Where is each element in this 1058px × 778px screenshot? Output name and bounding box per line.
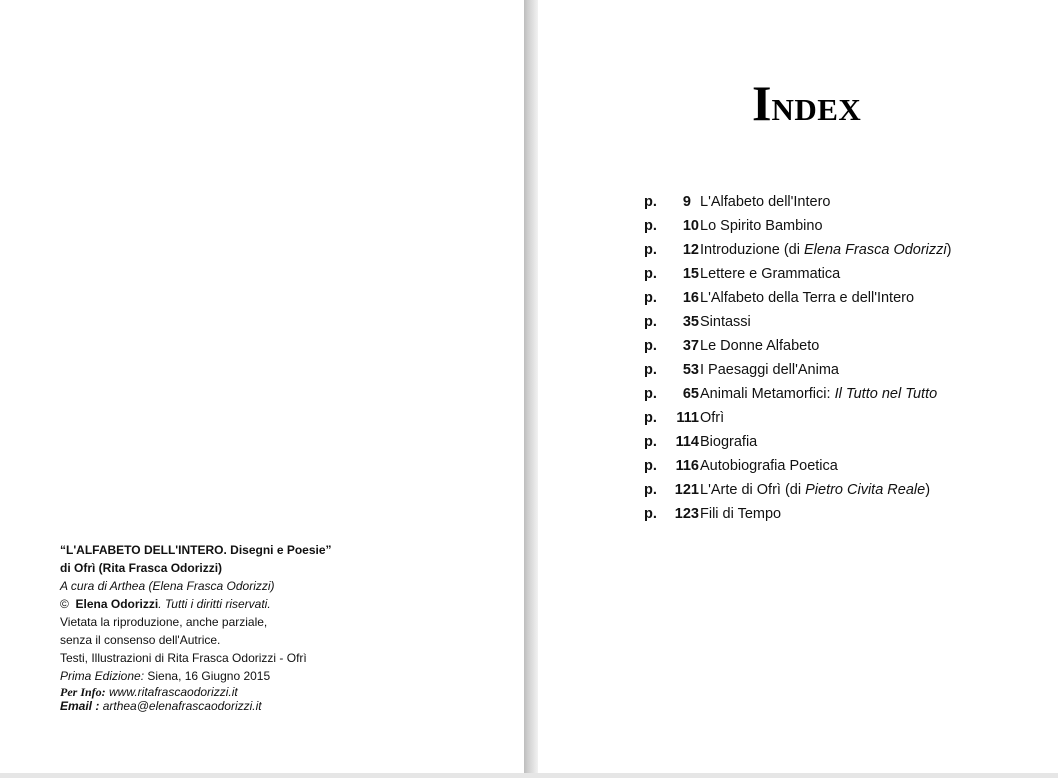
edition-line: [60, 667, 332, 685]
toc-page-prefix: p.: [644, 218, 657, 234]
toc-title-text: I Paesaggi dell'Anima: [700, 362, 839, 378]
toc-title: [700, 431, 757, 453]
toc-title: [700, 191, 831, 213]
toc-title-text: Biografia: [700, 434, 758, 450]
toc-title-suffix: ): [946, 242, 952, 258]
info-label: Per Info:: [60, 685, 106, 699]
page-gutter: [524, 0, 538, 778]
toc-page-value: 111: [676, 410, 699, 426]
book-title-line: “L'ALFABETO DELL'INTERO. Disegni e Poesie”: [60, 543, 332, 557]
toc-page-number: [644, 359, 699, 381]
toc-page-prefix: p.: [644, 314, 657, 330]
author-line: di Ofrì (Rita Frasca Odorizzi): [60, 561, 223, 575]
info-value: www.ritafrascaodorizzi.it: [105, 685, 238, 699]
toc-page-value: 123: [674, 506, 699, 522]
toc-title-text: Sintassi: [700, 314, 751, 330]
credits-line: Testi, Illustrazioni di Rita Frasca Odorizzi - Ofrì: [60, 651, 307, 665]
left-page: [0, 0, 524, 773]
toc-title-suffix: ): [925, 482, 931, 498]
toc-page-number: [644, 263, 699, 285]
toc-title-text: Le Donne Alfabeto: [700, 338, 820, 354]
toc-page-value: 10: [682, 218, 699, 234]
toc-page-value: 12: [682, 242, 699, 258]
toc-page-prefix: p.: [644, 194, 657, 210]
toc-page-number: [644, 455, 699, 477]
toc-page-value: 116: [675, 458, 699, 474]
toc-title-italic: Il Tutto nel Tutto: [834, 386, 938, 402]
toc-page-value: 37: [682, 338, 699, 354]
toc-title: [700, 239, 951, 261]
toc-title: [700, 311, 751, 333]
toc-page-prefix: p.: [644, 434, 657, 450]
toc-title-text: Autobiografia Poetica: [700, 458, 838, 474]
toc-page-number: [644, 407, 699, 429]
toc-page-number: [644, 383, 699, 405]
toc-page-value: 114: [675, 434, 699, 450]
toc-page-number: [644, 239, 699, 261]
toc-page-number: [644, 431, 699, 453]
toc-title-text: Fili di Tempo: [700, 506, 782, 522]
toc-page-prefix: p.: [644, 410, 657, 426]
email-line: [60, 699, 332, 713]
toc-page-number: [644, 311, 699, 333]
toc-page-prefix: p.: [644, 290, 657, 306]
edition-label: Prima Edizione:: [60, 669, 145, 683]
copyright-line: [60, 595, 332, 613]
toc-title: [700, 359, 839, 381]
toc-page-prefix: p.: [644, 458, 657, 474]
toc-page-value: 15: [682, 266, 699, 282]
toc-page-value: 16: [682, 290, 699, 306]
toc-page-prefix: p.: [644, 482, 657, 498]
toc-title-italic: Pietro Civita Reale: [805, 482, 926, 498]
toc-title: [700, 263, 840, 285]
colophon: [60, 541, 332, 713]
toc-title-text: L'Alfabeto della Terra e dell'Intero: [700, 290, 915, 306]
toc-page-number: [644, 191, 699, 213]
toc-title-text: Ofrì: [700, 410, 725, 426]
toc-page-number: [644, 287, 699, 309]
toc-page-prefix: p.: [644, 242, 657, 258]
toc-page-value: 121: [674, 482, 699, 498]
toc-title-text: L'Alfabeto dell'Intero: [700, 194, 831, 210]
copyright-rest: . Tutti i diritti riservati.: [158, 597, 271, 611]
toc-page-number: [644, 335, 699, 357]
toc-title: [700, 503, 781, 525]
toc-title-text: L'Arte di Ofrì (di: [700, 482, 806, 498]
toc-page-value: 35: [682, 314, 699, 330]
toc-title-text: Lettere e Grammatica: [700, 266, 841, 282]
toc-title: [700, 479, 930, 501]
edition-value: Siena, 16 Giugno 2015: [144, 669, 271, 683]
toc-page-value: 9: [682, 194, 691, 210]
toc-page-value: 53: [682, 362, 699, 378]
curator-line: A cura di Arthea (Elena Frasca Odorizzi): [60, 579, 275, 593]
reproduction-line-2: senza il consenso dell'Autrice.: [60, 633, 221, 647]
toc-page-prefix: p.: [644, 266, 657, 282]
toc-page-prefix: p.: [644, 386, 657, 402]
toc-title: [700, 287, 914, 309]
toc-title: [700, 455, 838, 477]
email-label: Email :: [60, 699, 100, 713]
index-title-initial: I: [752, 75, 772, 131]
toc-page-number: [644, 215, 699, 237]
toc-title: [700, 335, 819, 357]
toc-title: [700, 407, 724, 429]
toc-page-prefix: p.: [644, 338, 657, 354]
email-value: arthea@elenafrascaodorizzi.it: [99, 699, 262, 713]
toc-title: [700, 215, 823, 237]
reproduction-line-1: Vietata la riproduzione, anche parziale,: [60, 615, 268, 629]
toc-title-text: Introduzione (di: [700, 242, 804, 258]
toc-page-number: [644, 479, 699, 501]
toc-page-prefix: p.: [644, 362, 657, 378]
toc-title-text: Animali Metamorfici:: [700, 386, 835, 402]
index-title-rest: NDEX: [771, 92, 862, 127]
toc-page-value: 65: [682, 386, 699, 402]
toc-title-italic: Elena Frasca Odorizzi: [803, 242, 947, 258]
right-page: [538, 0, 1058, 773]
toc-title: [700, 383, 937, 405]
toc-title-text: Lo Spirito Bambino: [700, 218, 823, 234]
copyright-symbol: ©: [60, 597, 69, 611]
toc-page-number: [644, 503, 699, 525]
copyright-name: Elena Odorizzi: [75, 597, 159, 611]
bottom-strip: [0, 773, 1058, 778]
info-line: [60, 685, 332, 699]
toc-page-prefix: p.: [644, 506, 657, 522]
